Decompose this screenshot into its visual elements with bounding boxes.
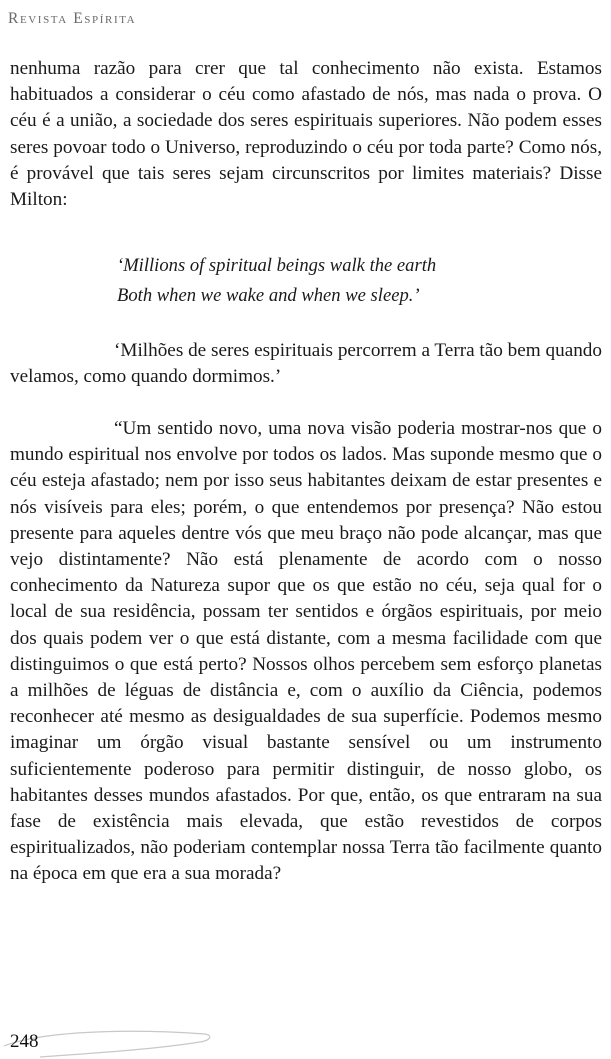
paragraph-3: “Um sentido novo, uma nova visão poderia mostrar-nos que o mundo espiritual nos envolve por todos os lados. Mas suponde mesmo que o céu esteja afastado; nem por isso seus habitantes deixam de estar presentes e nós visíveis para eles; porém, o que entendemos por presença? Não estou presente para aqueles dentre vós que meu braço não pode alcançar, mas que vejo distintamente? Não está plenamente de acordo com o nosso conhecimento da Natureza supor que os que estão no céu, seja qual for o local de sua residência, possam ter sentidos e órgãos espirituais, por meio dos quais podem ver o que está distante, com a mesma facilidade com que distinguimos o que está perto? Nossos olhos percebem sem esforço planetas a milhões de léguas de distância e, com o auxílio da Ciência, podemos reconhecer até mesmo as desigualdades de sua superfície. Podemos mesmo imaginar um órgão visual bastante sensível ou um instrumento suficientemente poderoso para permitir distinguir, de nosso globo, os habitantes desses mundos afastados. Por que, então, os que entraram na sua fase de existência mais elevada, que estão revestidos de corpos espiritualizados, não poderiam contemplar nossa Terra tão facilmente quanto na época em que era a sua morada? xyxy=(10,418,602,885)
verse-line-2: Both when we wake and when we sleep.’ xyxy=(117,285,420,306)
verse-line-1: ‘Millions of spiritual beings walk the earth xyxy=(117,255,437,276)
paragraph-2: ‘Milhões de seres espirituais percorrem a Terra tão bem quando velamos, como quando dormimos.’ xyxy=(10,340,602,388)
verse-quote xyxy=(117,251,436,311)
page-number: 248 xyxy=(10,1031,39,1052)
running-head: Revista Espírita xyxy=(8,10,137,27)
paragraph-1: nenhuma razão para crer que tal conhecimento não exista. Estamos habituados a considerar o céu como afastado de nós, mas nada o prova. O céu é a união, a sociedade dos seres espirituais superiores. Não podem esses seres povoar todo o Universo, reproduzindo o céu por toda parte? Como nós, é provável que tais seres sejam circunscritos por limites materiais? Disse Milton: xyxy=(10,58,602,211)
